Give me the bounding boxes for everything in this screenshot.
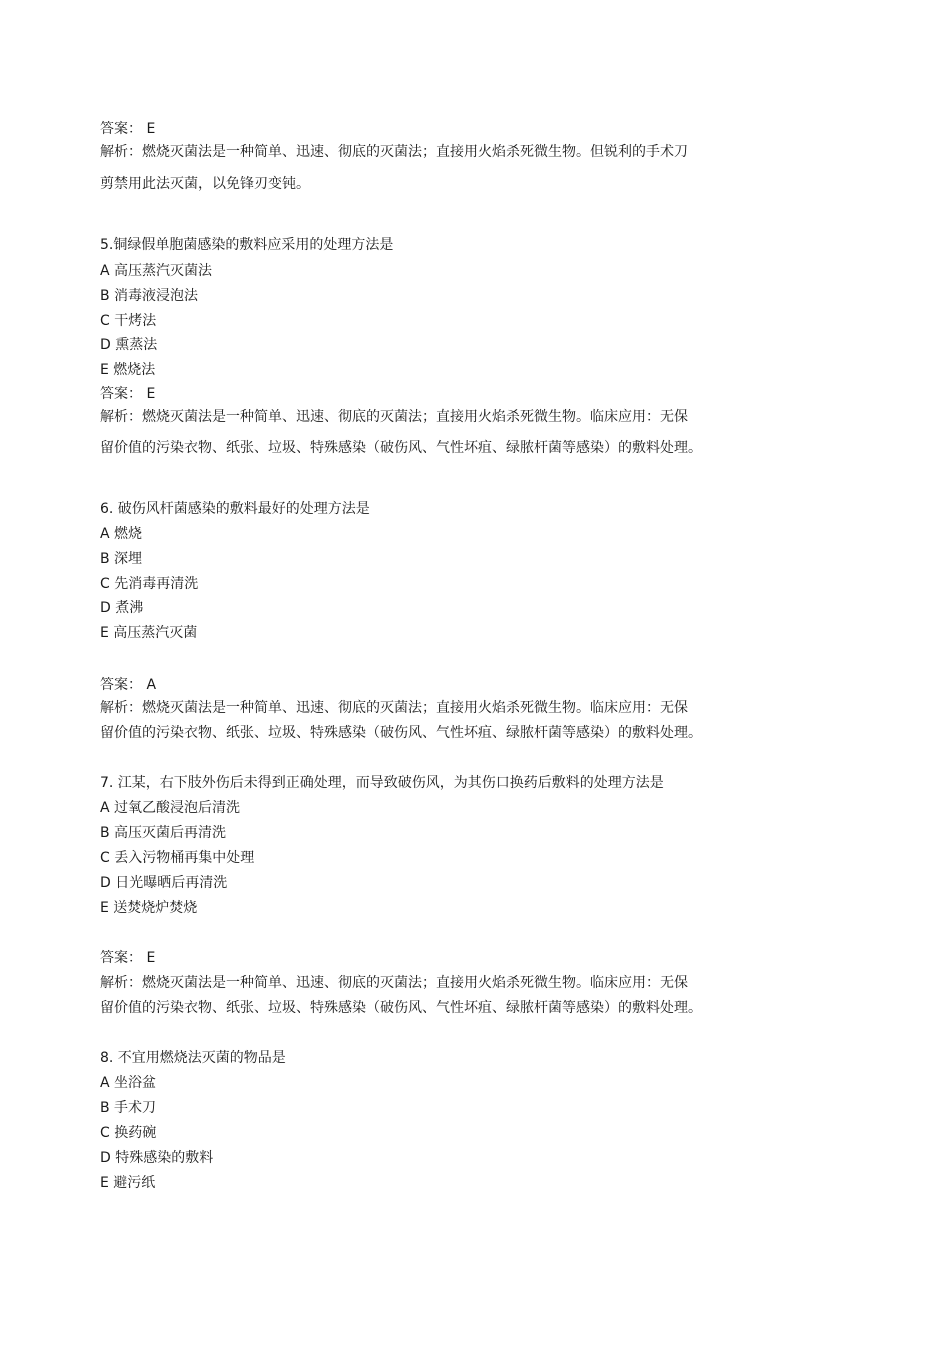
analysis-line: 解析：燃烧灭菌法是一种简单、迅速、彻底的灭菌法；直接用火焰杀死微生物。临床应用：无保: [100, 975, 688, 991]
option-e: E 高压蒸汽灭菌: [100, 625, 198, 641]
option-d: D 煮沸: [100, 600, 144, 616]
analysis-line: 解析：燃烧灭菌法是一种简单、迅速、彻底的灭菌法；直接用火焰杀死微生物。临床应用：无保: [100, 700, 688, 716]
question-stem: 8. 不宜用燃烧法灭菌的物品是: [100, 1050, 286, 1066]
option-a: A 燃烧: [100, 526, 143, 542]
analysis-line: 留价值的污染衣物、纸张、垃圾、特殊感染（破伤风、气性坏疽、绿脓杆菌等感染）的敷料处理。: [100, 440, 702, 456]
option-c: C 丢入污物桶再集中处理: [100, 850, 255, 866]
question-stem: 7. 江某，右下肢外伤后未得到正确处理，而导致破伤风，为其伤口换药后敷料的处理方法是: [100, 775, 664, 791]
option-c: C 先消毒再清洗: [100, 576, 199, 592]
analysis-line: 解析：燃烧灭菌法是一种简单、迅速、彻底的灭菌法；直接用火焰杀死微生物。但锐利的手术刀: [100, 144, 688, 160]
option-b: B 深埋: [100, 551, 143, 567]
analysis-line: 留价值的污染衣物、纸张、垃圾、特殊感染（破伤风、气性坏疽、绿脓杆菌等感染）的敷料处理。: [100, 1000, 702, 1016]
answer-line: 答案： E: [100, 386, 156, 402]
analysis-line: 留价值的污染衣物、纸张、垃圾、特殊感染（破伤风、气性坏疽、绿脓杆菌等感染）的敷料处理。: [100, 725, 702, 741]
option-a: A 坐浴盆: [100, 1075, 157, 1091]
question-stem: 6. 破伤风杆菌感染的敷料最好的处理方法是: [100, 501, 370, 517]
option-d: D 熏蒸法: [100, 337, 158, 353]
option-b: B 高压灭菌后再清洗: [100, 825, 227, 841]
option-a: A 高压蒸汽灭菌法: [100, 263, 213, 279]
option-b: B 手术刀: [100, 1100, 157, 1116]
analysis-line: 剪禁用此法灭菌，以免锋刃变钝。: [100, 176, 310, 192]
answer-line: 答案： E: [100, 950, 156, 966]
analysis-line: 解析：燃烧灭菌法是一种简单、迅速、彻底的灭菌法；直接用火焰杀死微生物。临床应用：无保: [100, 409, 688, 425]
option-e: E 送焚烧炉焚烧: [100, 900, 198, 916]
option-b: B 消毒液浸泡法: [100, 288, 199, 304]
answer-line: 答案： A: [100, 677, 157, 693]
question-stem: 5.铜绿假单胞菌感染的敷料应采用的处理方法是: [100, 237, 394, 253]
option-d: D 特殊感染的敷料: [100, 1150, 214, 1166]
option-e: E 燃烧法: [100, 362, 156, 378]
option-e: E 避污纸: [100, 1175, 156, 1191]
option-c: C 干烤法: [100, 313, 157, 329]
option-c: C 换药碗: [100, 1125, 157, 1141]
option-a: A 过氧乙酸浸泡后清洗: [100, 800, 241, 816]
option-d: D 日光曝晒后再清洗: [100, 875, 228, 891]
answer-line: 答案： E: [100, 121, 156, 137]
